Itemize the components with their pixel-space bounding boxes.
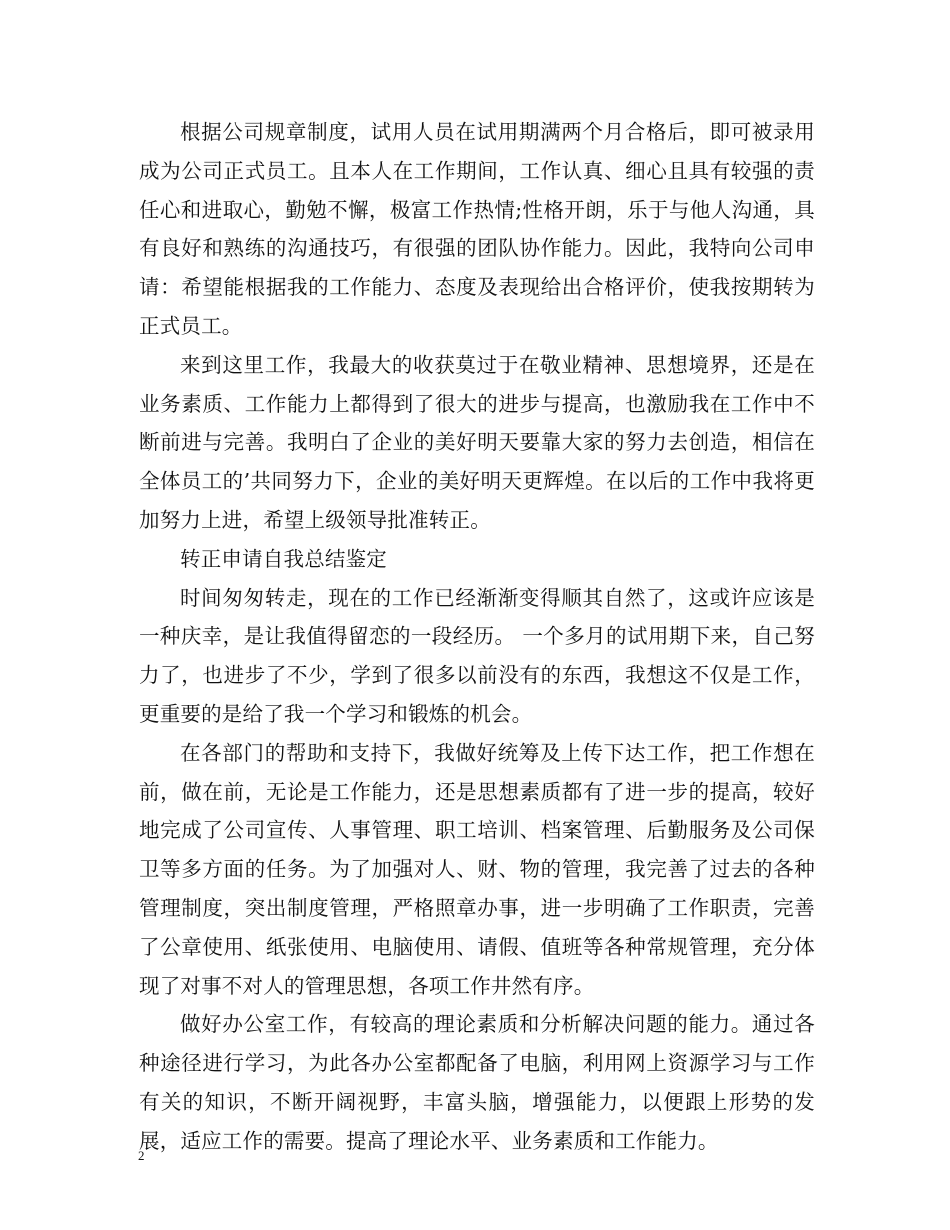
paragraph-department-support: 在各部门的帮助和支持下，我做好统筹及上传下达工作，把工作想在前，做在前，无论是工作能力，还是思想素质都有了进一步的提高，较好地完成了公司宣传、人事管理、职工培训、档案管理、后勤服务及公司保卫等多方面的任务。为了加强对人、财、物的管理，我完善了过去的各种管理制度，突出制度管理，严格照章办事，进一步明确了工作职责，完善了公章使用、纸张使用、电脑使用、请假、值班等各种常规管理，充分体现了对事不对人的管理思想，各项工作井然有序。 <box>139 740 815 998</box>
paragraph-work-gains: 来到这里工作，我最大的收获莫过于在敬业精神、思想境界，还是在业务素质、工作能力上都得到了很大的进步与提高，也激励我在工作中不断前进与完善。我明白了企业的美好明天要靠大家的努力去创造，相信在全体员工的’共同努力下，企业的美好明天更辉煌。在以后的工作中我将更加努力上进，希望上级领导批准转正。 <box>139 352 815 532</box>
paragraph-probation-request: 根据公司规章制度，试用人员在试用期满两个月合格后，即可被录用成为公司正式员工。且本人在工作期间，工作认真、细心且具有较强的责任心和进取心，勤勉不懈，极富工作热情;性格开朗，乐于与他人沟通，具有良好和熟练的沟通技巧，有很强的团队协作能力。因此，我特向公司申请：希望能根据我的工作能力、态度及表现给出合格评价，使我按期转为正式员工。 <box>139 120 815 338</box>
paragraph-time-passes: 时间匆匆转走，现在的工作已经渐渐变得顺其自然了，这或许应该是一种庆幸，是让我值得留恋的一段经历。 一个多月的试用期下来，自己努力了，也进步了不少，学到了很多以前没有的东西，我想这不仅是工作，更重要的是给了我一个学习和锻炼的机会。 <box>139 585 815 726</box>
paragraph-office-work: 做好办公室工作，有较高的理论素质和分析解决问题的能力。通过各种途径进行学习，为此各办公室都配备了电脑，利用网上资源学习与工作有关的知识，不断开阔视野，丰富头脑，增强能力，以便跟上形势的发展，适应工作的需要。提高了理论水平、业务素质和工作能力。 <box>139 1012 815 1153</box>
document-body <box>139 113 815 1161</box>
section-heading: 转正申请自我总结鉴定 <box>180 546 387 571</box>
page-number: 2 <box>138 1148 145 1163</box>
